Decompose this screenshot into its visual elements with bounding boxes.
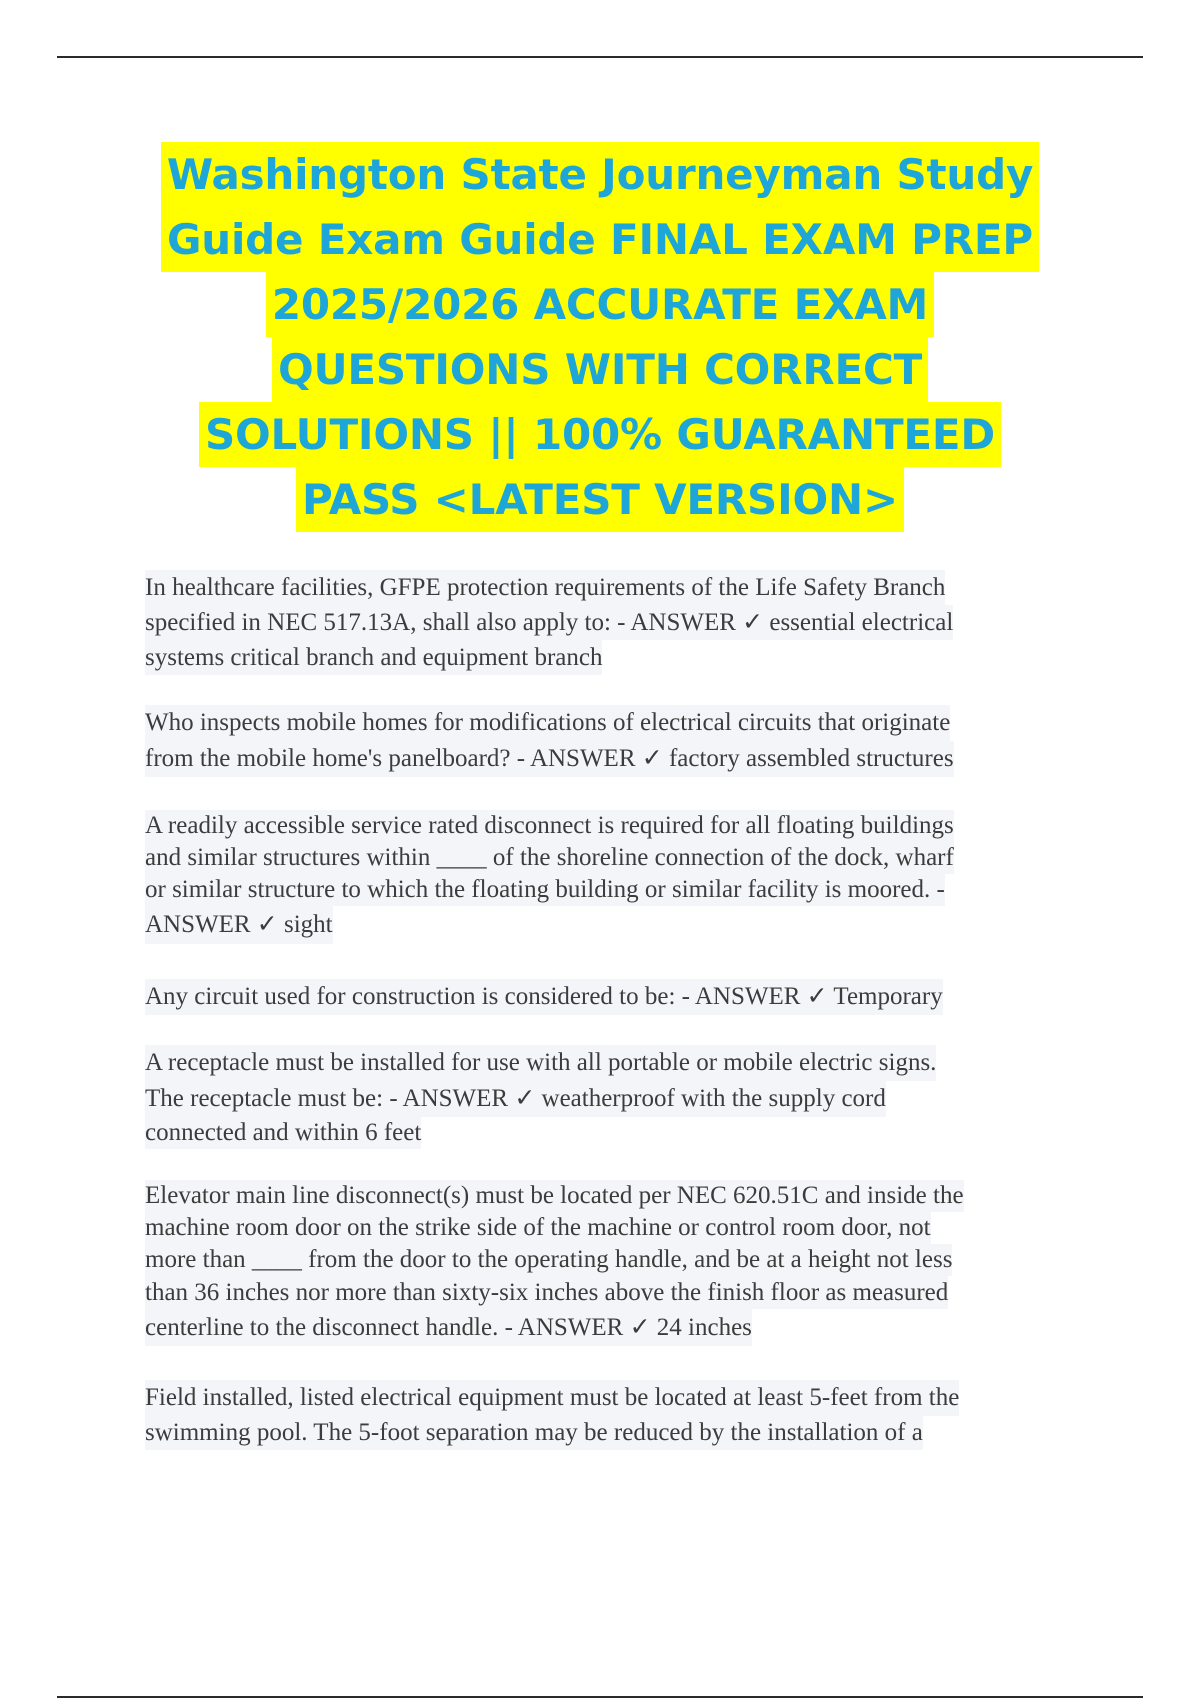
- qa-line: or similar structure to which the floating building or similar facility is moored. -: [145, 874, 945, 906]
- qa-line: from the mobile home's panelboard? - ANSWER ✓ factory assembled structures: [145, 741, 954, 777]
- qa-line: than 36 inches nor more than sixty-six inches above the finish floor as measured: [145, 1276, 948, 1309]
- qa-line: swimming pool. The 5-foot separation may be reduced by the installation of a: [145, 1416, 923, 1450]
- qa-item: [145, 705, 1085, 777]
- qa-item: [145, 1180, 1085, 1346]
- qa-item: [145, 1045, 1085, 1149]
- qa-line: connected and within 6 feet: [145, 1117, 421, 1149]
- qa-item: [145, 1380, 1085, 1450]
- title-line: PASS <LATEST VERSION>: [296, 467, 904, 532]
- qa-line: Field installed, listed electrical equipment must be located at least 5-feet from the: [145, 1380, 959, 1416]
- title-line: 2025/2026 ACCURATE EXAM: [266, 272, 934, 337]
- qa-line: Elevator main line disconnect(s) must be located per NEC 620.51C and inside the: [145, 1180, 964, 1212]
- qa-line: The receptacle must be: - ANSWER ✓ weatherproof with the supply cord: [145, 1081, 886, 1117]
- bottom-rule: [57, 1696, 1143, 1698]
- qa-item: [145, 810, 1085, 944]
- qa-line: systems critical branch and equipment branch: [145, 640, 602, 675]
- qa-line: In healthcare facilities, GFPE protection requirements of the Life Safety Branch: [145, 570, 945, 605]
- qa-line: A receptacle must be installed for use with all portable or mobile electric signs.: [145, 1045, 936, 1081]
- title-line: Washington State Journeyman Study: [161, 142, 1039, 207]
- qa-line: more than ____ from the door to the operating handle, and be at a height not less: [145, 1244, 952, 1276]
- title-line: Guide Exam Guide FINAL EXAM PREP: [161, 207, 1039, 272]
- qa-line: specified in NEC 517.13A, shall also apply to: - ANSWER ✓ essential electrical: [145, 605, 953, 640]
- title-line: QUESTIONS WITH CORRECT: [272, 337, 928, 402]
- qa-line: machine room door on the strike side of the machine or control room door, not: [145, 1212, 931, 1244]
- qa-line: ANSWER ✓ sight: [145, 906, 333, 944]
- title-line: SOLUTIONS || 100% GUARANTEED: [199, 402, 1001, 467]
- qa-item: [145, 570, 1085, 675]
- qa-line: and similar structures within ____ of the shoreline connection of the dock, wharf: [145, 842, 954, 874]
- qa-item: [145, 979, 1085, 1015]
- document-title: [120, 142, 1080, 532]
- qa-line: A readily accessible service rated disconnect is required for all floating buildings: [145, 810, 954, 842]
- qa-line: Who inspects mobile homes for modifications of electrical circuits that originate: [145, 705, 950, 741]
- qa-line: Any circuit used for construction is considered to be: - ANSWER ✓ Temporary: [145, 979, 943, 1015]
- top-rule: [57, 56, 1143, 58]
- qa-line: centerline to the disconnect handle. - ANSWER ✓ 24 inches: [145, 1309, 752, 1346]
